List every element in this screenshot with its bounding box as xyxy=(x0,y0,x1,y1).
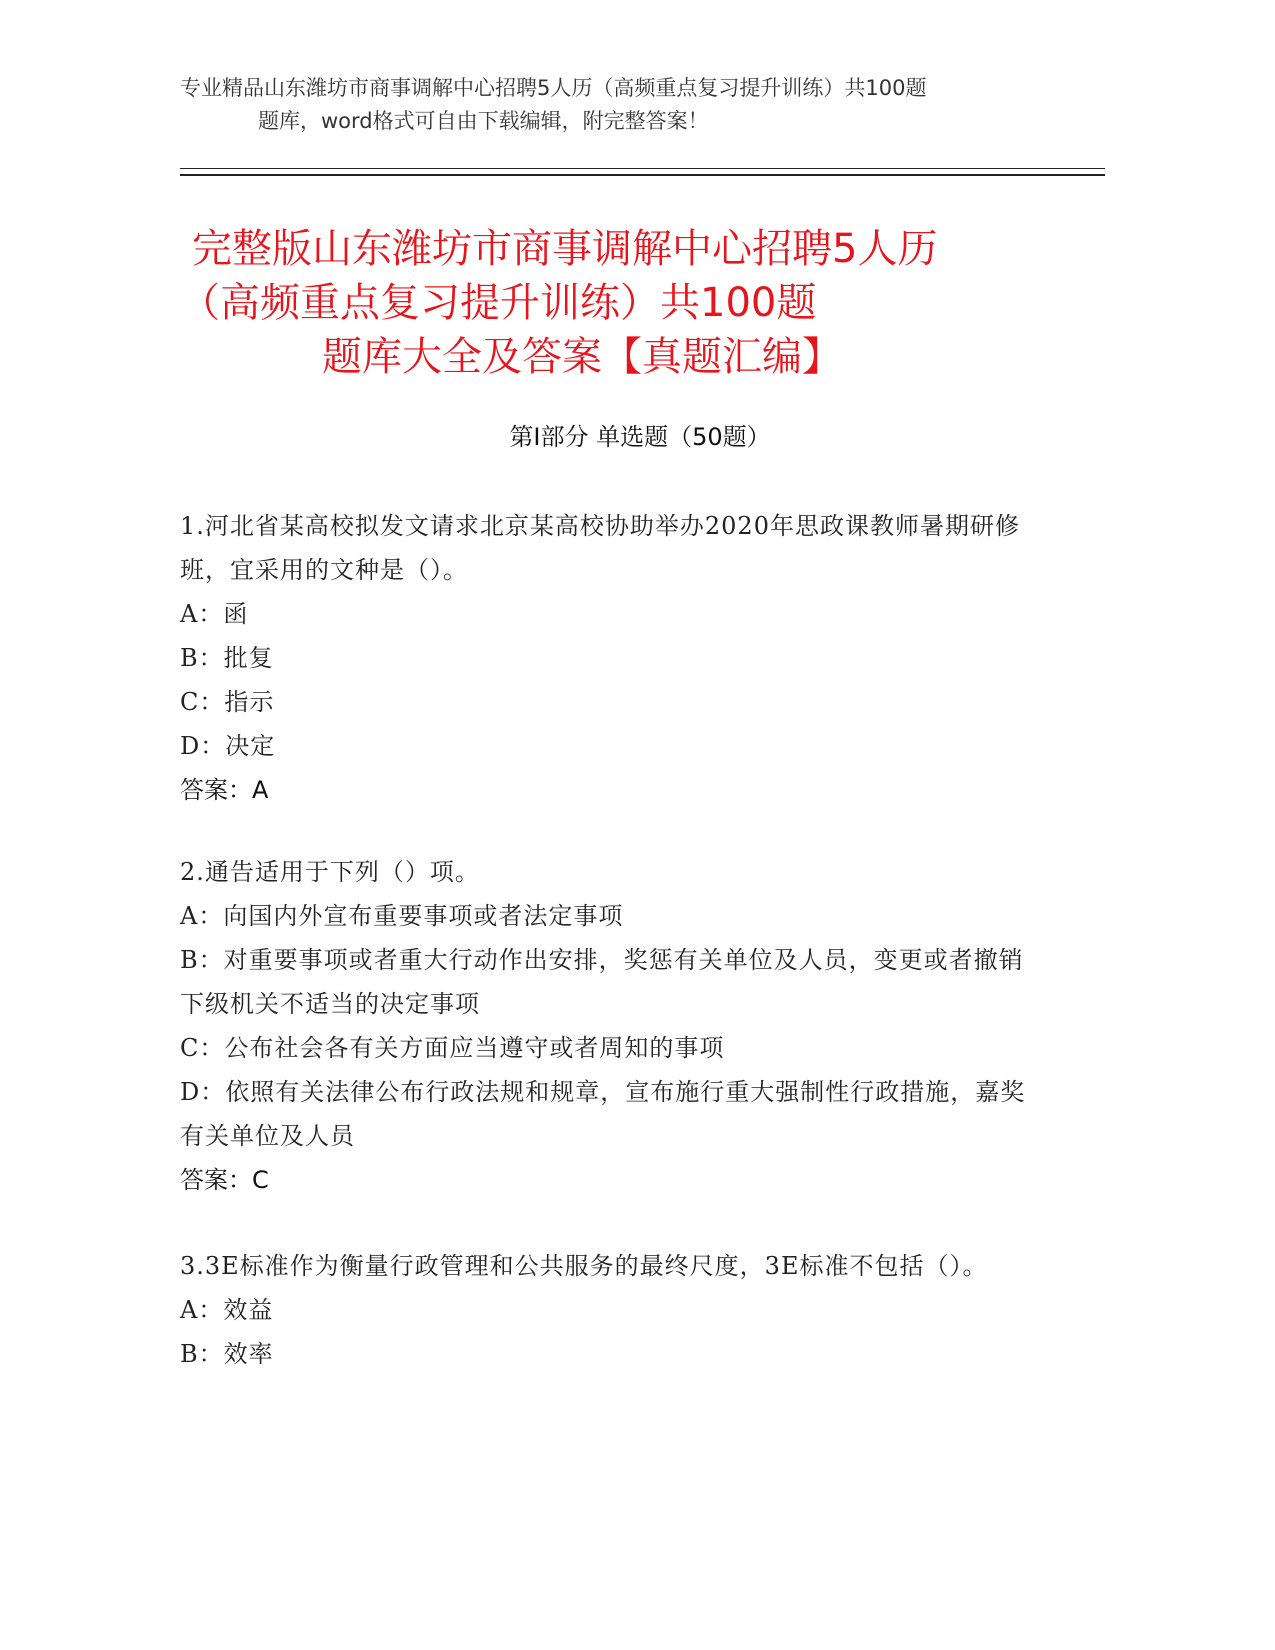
title-line2: （高频重点复习提升训练）共100题 xyxy=(180,280,817,326)
question-2 xyxy=(180,850,1040,1202)
option-a: A：函 xyxy=(180,600,249,628)
question-3 xyxy=(180,1244,1040,1376)
title-line3: 题库大全及答案【真题汇编】 xyxy=(322,334,842,380)
header-note-line1: 专业精品山东潍坊市商事调解中心招聘5人历（高频重点复习提升训练）共100题 xyxy=(180,76,927,100)
header-note-line2: 题库，word格式可自由下载编辑，附完整答案！ xyxy=(258,109,709,133)
option-c: C：指示 xyxy=(180,688,275,716)
title-line1: 完整版山东潍坊市商事调解中心招聘5人历 xyxy=(192,226,938,272)
question-stem: 1.河北省某高校拟发文请求北京某高校协助举办2020年思政课教师暑期研修班，宜采用的文种是（）。 xyxy=(180,512,1020,584)
question-stem: 3.3E标准作为衡量行政管理和公共服务的最终尺度，3E标准不包括（）。 xyxy=(180,1252,988,1280)
question-1 xyxy=(180,504,1040,812)
option-c: C：公布社会各有关方面应当遵守或者周知的事项 xyxy=(180,1034,725,1062)
answer: 答案：A xyxy=(180,776,269,804)
header-divider-thick xyxy=(180,174,1105,176)
section-heading: 第Ⅰ部分 单选题（50题） xyxy=(509,423,771,451)
option-b: B：效率 xyxy=(180,1340,274,1368)
question-stem: 2.通告适用于下列（）项。 xyxy=(180,858,480,886)
option-d: D：依照有关法律公布行政法规和规章，宣布施行重大强制性行政措施，嘉奖有关单位及人员 xyxy=(180,1078,1026,1150)
option-d: D：决定 xyxy=(180,732,276,760)
header-note xyxy=(180,72,1080,138)
option-b: B：对重要事项或者重大行动作出安排，奖惩有关单位及人员，变更或者撤销下级机关不适当的决定事项 xyxy=(180,946,1024,1018)
document-title xyxy=(180,222,1080,384)
option-b: B：批复 xyxy=(180,644,274,672)
header-divider-thin xyxy=(180,168,1105,169)
answer: 答案：C xyxy=(180,1166,269,1194)
option-a: A：效益 xyxy=(180,1296,274,1324)
option-a: A：向国内外宣布重要事项或者法定事项 xyxy=(180,902,624,930)
